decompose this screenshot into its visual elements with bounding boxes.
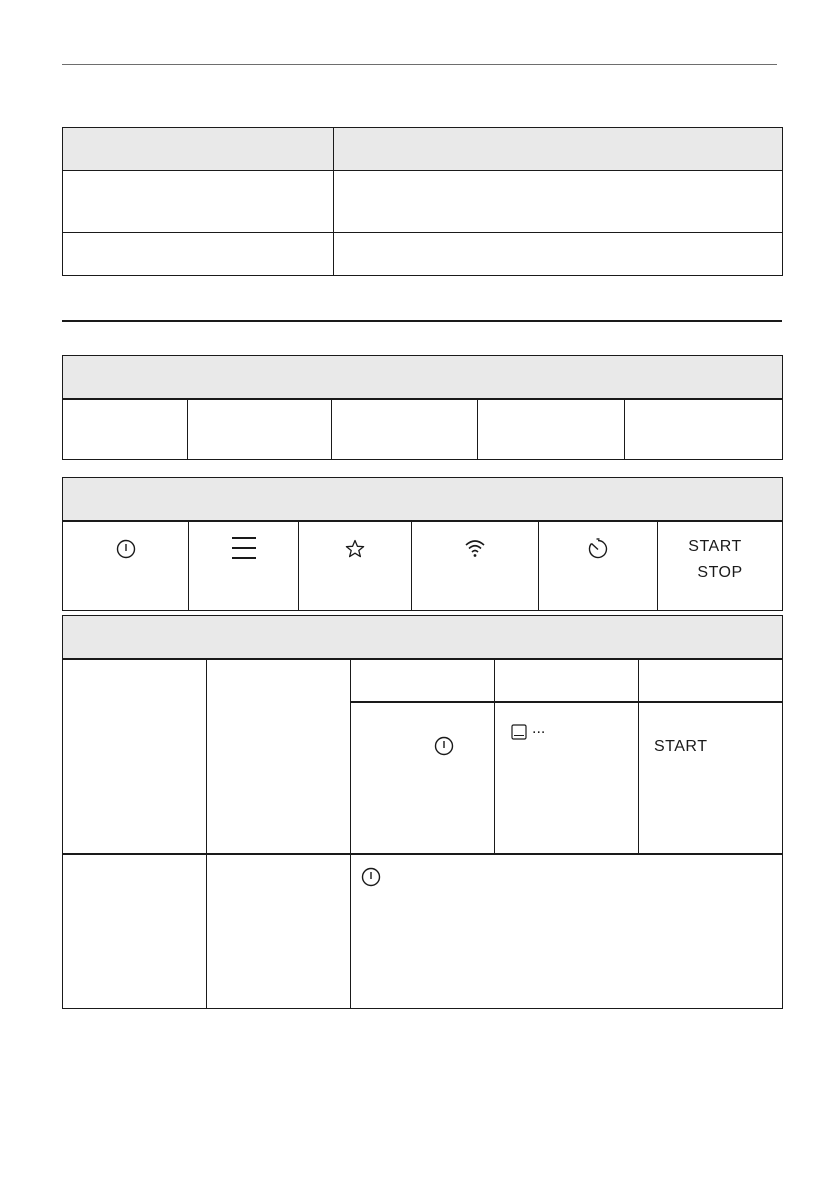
step-2-ellipsis: ... [532,720,546,737]
info-table-cell [63,233,334,276]
timer-key-cell [539,521,658,611]
power-icon [434,736,454,756]
procedure-cell [63,854,207,1009]
header-rule [62,64,777,65]
info-table-cell [63,171,334,233]
wifi-icon [464,538,486,558]
overview-table-cell [63,399,188,460]
favourites-key-cell [299,521,412,611]
overview-table-header [63,356,783,400]
overview-table-cell [188,399,332,460]
procedure-table-header [63,616,783,660]
section-rule [62,320,782,322]
procedure-cell [63,659,207,854]
overview-table-cell [625,399,783,460]
info-table-cell [334,171,783,233]
overview-table [62,355,783,460]
menu-key-cell [189,521,299,611]
on-off-key-cell [63,521,189,611]
step-1-cell [351,702,495,854]
start-label: START [688,538,742,555]
power-icon [116,539,136,559]
step-3-cell [639,702,783,854]
procedure-cell [207,854,351,1009]
star-icon [345,539,365,559]
wifi-key-cell [412,521,539,611]
power-icon [361,867,381,887]
start-stop-key-cell [658,521,783,611]
step-header-2 [495,659,639,702]
step-header-1 [351,659,495,702]
menu-icon [231,536,257,560]
step-2-cell [495,702,639,854]
overview-table-cell [478,399,625,460]
timer-icon [587,538,609,560]
procedure-cell [207,659,351,854]
info-table-cell [334,233,783,276]
oven-cavity-icon [511,724,527,740]
overview-table-cell [332,399,478,460]
info-table-header-2 [334,128,783,171]
start-label: START [654,738,708,755]
info-table [62,127,783,276]
control-keys-header [63,478,783,522]
procedure-note-cell [351,854,783,1009]
info-table-header-1 [63,128,334,171]
step-header-3 [639,659,783,702]
control-keys-table [62,477,783,611]
stop-label: STOP [697,564,743,581]
procedure-table [62,615,783,1009]
